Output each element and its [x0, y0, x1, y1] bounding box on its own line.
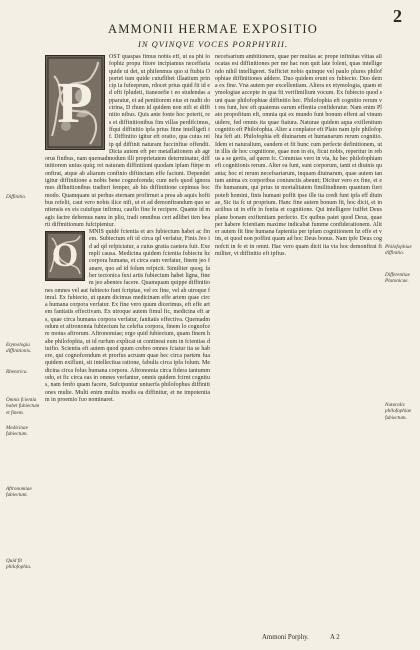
page-number: 2: [393, 6, 402, 26]
right-paragraph-1: necefsarium ambitionem, quae per multas ac prope infinitas vittas allocatas est diffinitiones per me hac non quit late folent, quas intelligendo nihil intelligeret. Sufficiet nobis quinque vel paulo plures philofophiae diffinitiones addere. Duo quidem erunt ex fubiecto. Duo dein a ex fine. Vna autem per excellentiam. Altera ex etymologia, quam etymologiae accepte in qua fit verifimilium vocum. Ex fubiecto quod sunt quae philofophiae diffinitio hec. Philofophia eft cognitio rerum vt res funt, hoc eft quatenus earum effentia confideratur. Nam enim Plato propofitum eft, omnia qui ex mundo funt bonum effent ad vinum uidere, fed omnis ita quae ftatura. Naturae quidem aqua exiflentium cognitio eft Philofophia. Alter a conplator eft Plato nam ipfe philofophia fefi ait. Philofophia eft diuinarum et humanarum rerum cognitio. Idem et naturalium, eandem et fit hunc cum perfecte definitionem, ut in illis de hoc cognitione, quae non in eis, ficut nobis, reperitur in rebus a se gertis, ad quem fc. Commias vero in via, hz hec philofophiam eft cognitionis rerum. Alter ea funt, sunt corporum, tanti et diuinis quanta; hoc et rerum necefsariarum, inquam diuinarum, quae autem tantum anima ex corporibus coniunctis abeunt; Dicitur vero ex fine, et effe humanum, qui prius in mortalitatem fimilitudinem quantum fieri poteft homini, finis humani poffit ipse ille ita credi funt ipfa eff diuinae, Sic ita fc ut proprium. Hanc fine autem bonum fit, hoc dicit, et in actibus ut in effe in fentia et cognitione. Qui intelligere fuiffet Deus plane bonam exiftentiam perfecto. Ex quibus patet quod Deus, quae per habere fcientiam maxime indicabat fumme confiderationem. Aliter autem fit fine humana fapientia per ipfam cognitionem hz effe et vim, et quod non poffint quam ad hoc Deus bonus. Nam ipfe Deus cognofcit in fe et in omni. Hac vero quam dicit ita via hoc demonftrat fimiliter, vt diffinitio eft ipfius.: [215, 54, 382, 258]
margin-note: Naturalis philofophiae fubiectum.: [385, 402, 412, 421]
margin-note: Diffinitio.: [6, 194, 27, 200]
running-title: AMMONII HERMAE EXPOSITIO: [107, 22, 319, 36]
margin-note: Differentiae Platonicae.: [385, 272, 410, 285]
left-column: [45, 54, 210, 630]
margin-note: Philofophiae diffinitio.: [385, 244, 412, 257]
initial-letter: O: [51, 237, 79, 275]
margin-note: Etymologia diffinitionis.: [6, 342, 32, 355]
right-column-text: [215, 54, 382, 258]
catchword: Ammoni Porphy.: [262, 634, 309, 641]
initial-letter: P: [57, 70, 93, 135]
left-paragraph-2: MNIS quidē fcientia et ars fubiectum habet ac finem. Subiectum eft id circa qd verfatur, Finis Jeo id ad qd refpiciatur, a cuius gratia caetera fuit. Exempli causa. Medicina quidem fcientia fubiectu hz corpora humana, et circa eam verfatur, finem jeo fanare, quo ad id folum refpicit. Similiter quoq; faber tectonica fuxi artis fubiectum habet ligna, finem jeo abentes facere. Quamquam quippe diffinitiones omnes vel aut fubiecto funt fcriptae, vel ex fine, vel ab utroque fimul. Ex fubiecto, ut quum dicimus medicinam effe artem quae circa humana corpora verfatur. Ex fine vero quum dicerimus, eft effe artem fanitatis effectivam. Ex utroque autem fimul fic, medicina eft ars, quae circa humana corpora verfatur, fanitatis effectiva. Quemadmodum et aftronomia fubiectum hz celefta corpora, finem lo cognofcere motus aftrorum. Aftronomiae; ergo quid fubiectum, quam finem habe philofophia, ut id rurfum explicat ut contineat eum in fcientias diuifio. Scientia eft autem quod quum crebro omnes fciatur ita se habere, qui cognofcendum et prorfus acruam quae hec circa partem fua quidem exiflunt, sit intellectiua ratione, fabulis circa ipfa folum. Medicina circa folus humana corpora. Aftronomia circa fidera tantummodo, et fic circa eas in omnes verfantur, omnis quidem fcirnt cognitus, nam fenfo quam facere, Sufcipuntur uniuerfa philofophus diffinitiones multe. Multi enim multis modis ea diffinitur, et ne impotentiam in proemio fuo nominaret.: [45, 229, 210, 403]
signature-mark: A 2: [330, 634, 340, 641]
decorated-initial-p: [45, 55, 105, 150]
margin-note: Omnis fcientia habet fubiectum et finem.: [6, 397, 40, 416]
margin-note: Aftronomiae fubiectum.: [6, 486, 32, 499]
margin-note: Quid fit philofophia.: [6, 558, 32, 571]
running-subtitle: IN QVINQVE VOCES PORPHYRII.: [138, 39, 288, 49]
left-paragraph-1: OST quaspas fimus nobis eff, ut ea phi lofophiz propu ftiore incipiamus neceffaria quide ui det, ut phifenmus quo si ftubia Oportet tum quide cuiuflibet illaatium princip ia fufeeprum, rdocet prius quid fit id ed ofti fpludeti, itaneoefie t eo studendas apparatur, et ad penitiorem eius et nudit doctrina, D rhum id quidem non nifi et diffinitio nibus. Quis ante fonte hoc poterit, res et diffinitionibus fim villas perdifcimus, ffqui diffinitio ipfa prius fitne intelligefi tf. Diffinitio igitur eft oratio, qua cuius rei ip qd diffinit naturam fuccinfiue offendit. Dicta autem eft per metaflationem ab agrorus finibus, nam quemadmodum illi proprietatem determinatur, diffinitiorem unius quiq; rei naturam diffinitioni quodam ipfam ftirpe monftrat, atque ab aliarum confinio diftinctam effe faciunt. Dependet igitur diffinitione a nobis bene cognofcenda; cum nefs quod ignorames difhnitionibus tradieri femper, ab his diffinitione cepimus boc modo. Quamquam ut perhus eternam profirmet a prea ab aquis hoftibus refelit, caut vero nobis ilice nifi, ut et ad demonftrandum quo sentiensis ex eis cuiufque infirmu, cauflo fine fe recipere. Quante id magis factre debemus nanu in pliu, tradi omnibus cert adlibet tien bearti diffmitionum fufcipientur.: [45, 54, 210, 228]
margin-note: Medicinae fubiectum.: [6, 425, 28, 438]
right-column: [215, 54, 382, 630]
margin-note: Rhetorica.: [6, 369, 28, 375]
decorated-initial-o: [45, 231, 85, 281]
